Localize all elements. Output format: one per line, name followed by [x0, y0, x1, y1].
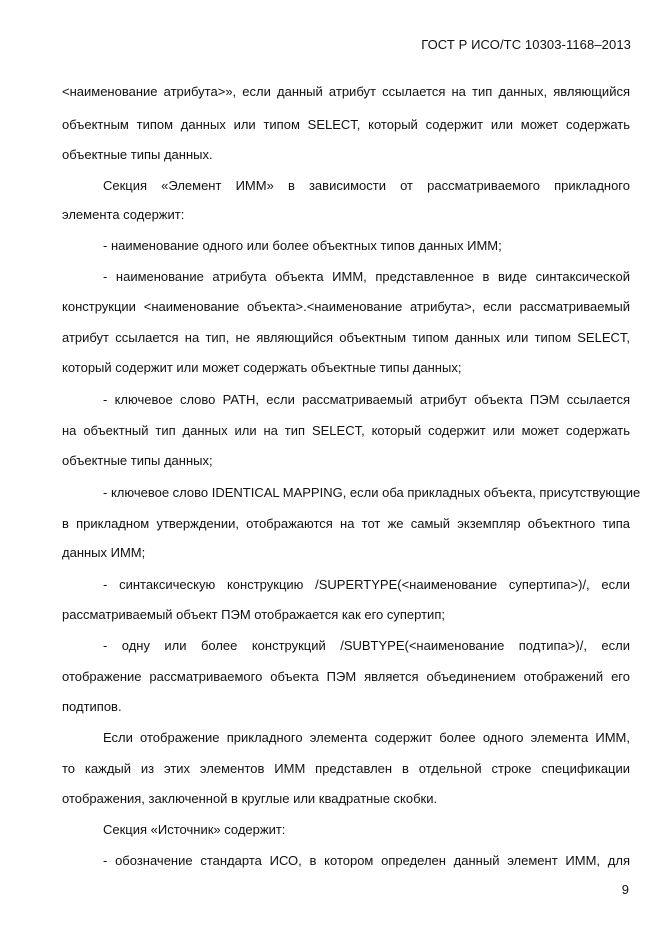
text-line: который содержит или может содержать объектные типы данных;: [62, 360, 462, 375]
list-item: - ключевое слово IDENTICAL MAPPING, если оба прикладных объекта, присутствующие: [103, 485, 641, 500]
text-line: на объектный тип данных или на тип SELECT, который содержит или может содержать: [62, 423, 630, 438]
text-line: конструкции <наименование объекта>.<наименование атрибута>, если рассматриваемый: [62, 299, 630, 314]
text-line: подтипов.: [62, 699, 122, 714]
text-line: объектным типом данных или типом SELECT, который содержит или может содержать: [62, 117, 630, 132]
list-item: - синтаксическую конструкцию /SUPERTYPE(<наименование супертипа>)/, если: [103, 577, 630, 592]
text-line: в прикладном утверждении, отображаются на тот же самый экземпляр объектного типа: [62, 516, 630, 531]
text-line: то каждый из этих элементов ИММ представлен в отдельной строке спецификации: [62, 761, 630, 776]
text-line: элемента содержит:: [62, 207, 185, 222]
text-line: Секция «Элемент ИММ» в зависимости от рассматриваемого прикладного: [103, 178, 630, 193]
text-line: отображение рассматриваемого объекта ПЭМ является объединением отображений его: [62, 669, 630, 684]
text-line: Секция «Источник» содержит:: [103, 822, 286, 837]
document-header: ГОСТ Р ИСО/ТС 10303-1168–2013: [421, 37, 631, 52]
text-line: объектные типы данных.: [62, 147, 213, 162]
text-line: объектные типы данных;: [62, 453, 213, 468]
page-number: 9: [621, 882, 629, 897]
list-item: - наименование одного или более объектных типов данных ИММ;: [103, 238, 502, 253]
list-item: - обозначение стандарта ИСО, в котором определен данный элемент ИММ, для: [103, 853, 630, 868]
list-item: - одну или более конструкций /SUBTYPE(<наименование подтипа>)/, если: [103, 638, 630, 653]
text-line: отображения, заключенной в круглые или квадратные скобки.: [62, 791, 438, 806]
list-item: - ключевое слово PATH, если рассматриваемый атрибут объекта ПЭМ ссылается: [103, 392, 630, 407]
text-line: <наименование атрибута>», если данный атрибут ссылается на тип данных, являющийся: [62, 84, 630, 99]
list-item: - наименование атрибута объекта ИММ, представленное в виде синтаксической: [103, 269, 630, 284]
text-line: данных ИММ;: [62, 545, 146, 560]
text-line: атрибут ссылается на тип, не являющийся объектным типом данных или типом SELECT,: [62, 330, 630, 345]
text-line: Если отображение прикладного элемента содержит более одного элемента ИММ,: [103, 730, 630, 745]
text-line: рассматриваемый объект ПЭМ отображается как его супертип;: [62, 607, 445, 622]
